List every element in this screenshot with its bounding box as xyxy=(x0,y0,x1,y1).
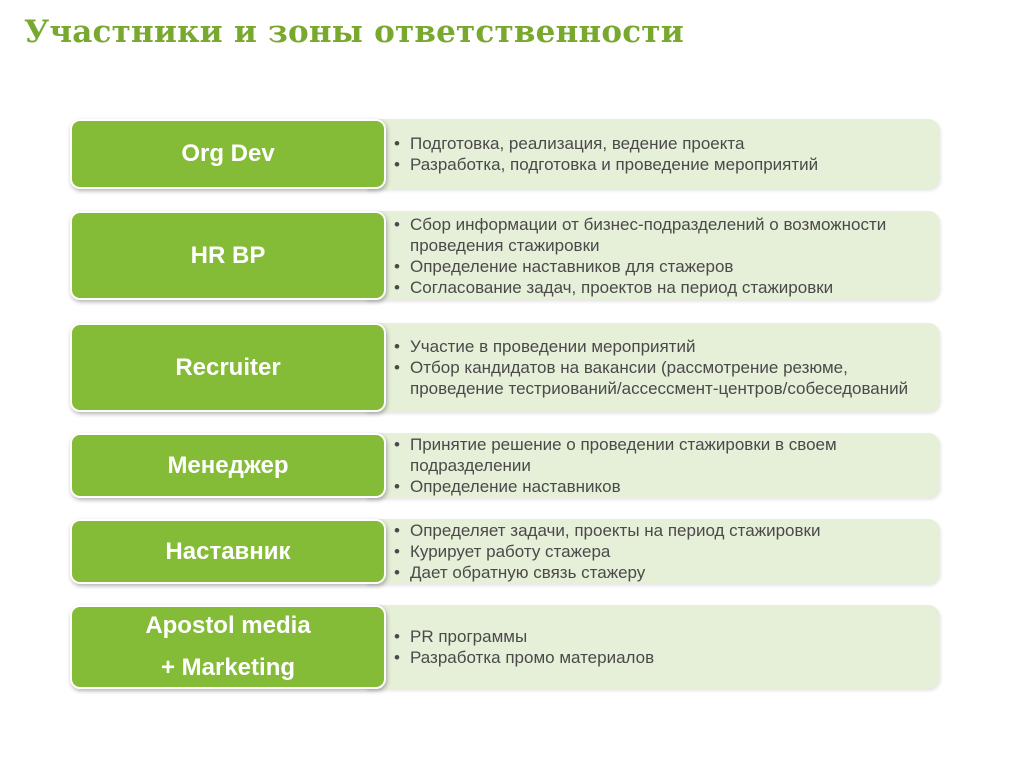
responsibility-list xyxy=(390,119,926,189)
responsibility-item: • Определение наставников для стажеров xyxy=(390,256,926,277)
role-label: Apostol media xyxy=(145,612,311,639)
responsibility-list xyxy=(390,433,926,498)
responsibility-row-manager xyxy=(70,433,940,498)
responsibility-list xyxy=(390,519,926,584)
responsibility-row-recruiter xyxy=(70,323,940,412)
responsibility-row-org-dev xyxy=(70,119,940,189)
role-box-apostol-media xyxy=(70,605,386,689)
responsibility-item: • Сбор информации от бизнес-подразделений о возможности проведения стажировки xyxy=(390,214,926,256)
responsibility-row-apostol-media xyxy=(70,605,940,689)
role-label: HR BP xyxy=(190,241,266,269)
responsibility-item: • Курирует работу стажера xyxy=(390,541,926,562)
responsibility-item: • Участие в проведении мероприятий xyxy=(390,336,926,357)
role-label: Наставник xyxy=(165,537,291,565)
responsibility-list xyxy=(390,211,926,300)
responsibility-list xyxy=(390,605,926,689)
responsibility-item: • Дает обратную связь стажеру xyxy=(390,562,926,583)
responsibility-item: • Определение наставников xyxy=(390,476,926,497)
responsibility-item: • Принятие решение о проведении стажировки в своем подразделении xyxy=(390,434,926,476)
role-box-org-dev xyxy=(70,119,386,189)
role-box-recruiter xyxy=(70,323,386,412)
role-label: Менеджер xyxy=(167,451,289,479)
responsibility-item: • PR программы xyxy=(390,626,926,647)
role-label: Org Dev xyxy=(181,140,275,167)
page-title: Участники и зоны ответственности xyxy=(24,14,684,50)
role-box-manager xyxy=(70,433,386,498)
responsibility-item: • Разработка, подготовка и проведение мероприятий xyxy=(390,154,926,175)
responsibility-item: • Разработка промо материалов xyxy=(390,647,926,668)
responsibility-row-hr-bp xyxy=(70,211,940,300)
responsibility-item: • Определяет задачи, проекты на период стажировки xyxy=(390,520,926,541)
responsibility-row-mentor xyxy=(70,519,940,584)
role-box-mentor xyxy=(70,519,386,584)
role-label: + Marketing xyxy=(160,654,296,681)
role-label: Recruiter xyxy=(175,353,281,381)
role-box-hr-bp xyxy=(70,211,386,300)
responsibility-item: • Подготовка, реализация, ведение проекта xyxy=(390,133,926,154)
responsibility-list xyxy=(390,323,926,412)
responsibility-item: • Согласование задач, проектов на период стажировки xyxy=(390,277,926,298)
responsibility-item: • Отбор кандидатов на вакансии (рассмотрение резюме, проведение тестриований/ассессмент-центров/собеседований xyxy=(390,357,926,399)
